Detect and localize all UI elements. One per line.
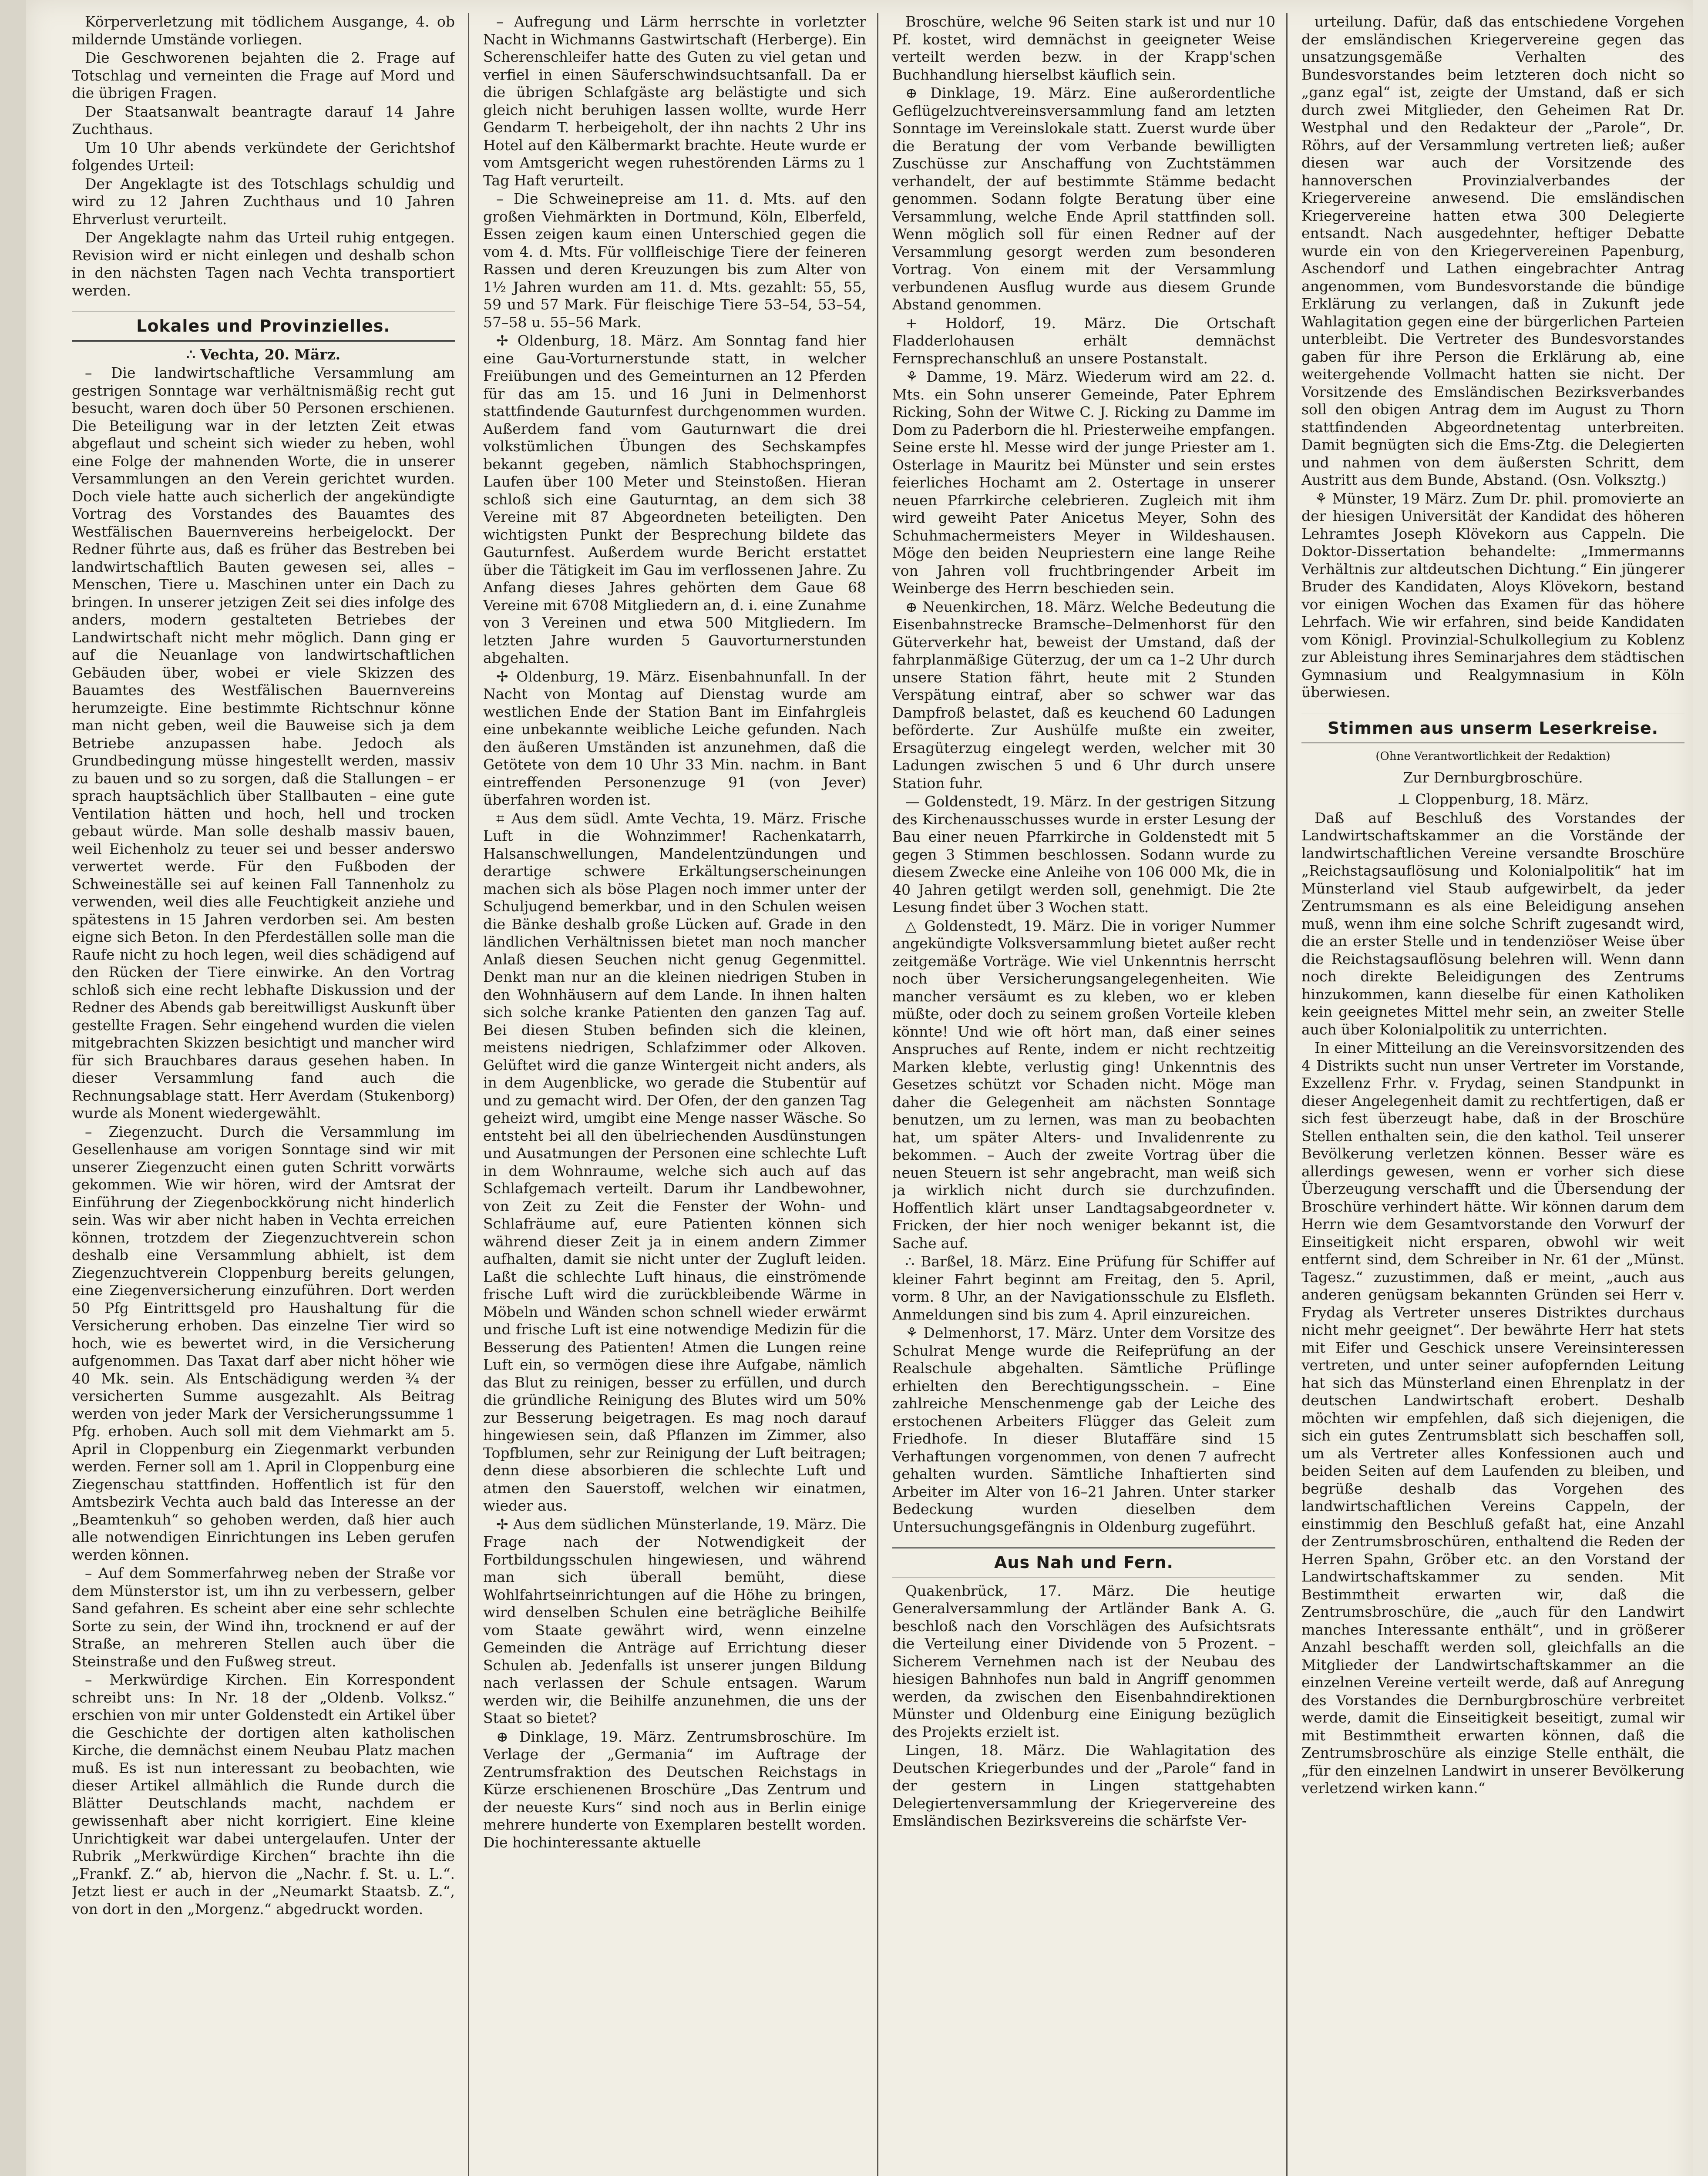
- paragraph: – Die Schweinepreise am 11. d. Mts. auf den großen Viehmärkten in Dortmund, Köln, Elberfeld, Essen zeigen kaum einen Unterschied gegen die vom 4. d. Mts. Für vollfleischige Tiere der feineren Rassen und deren Kreuzungen bis zum Alter von 1½ Jahren wurden am 11. d. Mts. gezahlt: 55, 55, 59 und 57 Mark. Für fleischige Tiere 53–54, 53–54, 57–58 u. 55–56 Mark.: [483, 190, 866, 331]
- column-rule: [1286, 13, 1288, 2176]
- section-subheading: Zur Dernburgbroschüre.: [1403, 769, 1583, 786]
- column-4: [1301, 13, 1684, 2176]
- paragraph: ⊕ Neuenkirchen, 18. März. Welche Bedeutung die Eisenbahnstrecke Bramsche–Delmenhorst für den Güterverkehr hat, beweist der Umstand, daß der fahrplanmäßige Güterzug, der um ca 1–2 Uhr durch unsere Station fährt, heute mit 2 Stunden Verspätung eintraf, aber so schwer war das Dampfroß belastet, daß es keuchend 60 Ladungen beförderte. Zur Aushülfe mußte ein zweiter, Ersagüterzug eingelegt werden, welcher mit 30 Ladungen zwischen 5 und 6 Uhr durch unsere Station fuhr.: [892, 598, 1275, 792]
- paragraph: Quakenbrück, 17. März. Die heutige Generalversammlung der Artländer Bank A. G. beschloß nach den Vorschlägen des Aufsichtsrats die Verteilung einer Dividende von 5 Prozent. – Sicherem Vernehmen nach ist der Neubau des hiesigen Bahnhofes nun bald in Angriff genommen werden, da zwischen den Eisenbahndirektionen Münster und Oldenburg eine Einigung bezüglich des Projekts erzielt ist.: [892, 1582, 1275, 1740]
- column-3: [892, 13, 1275, 2176]
- paragraph: urteilung. Dafür, daß das entschiedene Vorgehen der emsländischen Kriegervereine gegen das unsatzungsgemäße Verhalten des Bundesvorstandes beim letzteren doch nicht so „ganz egal“ ist, zeigte der Umstand, daß er sich durch zwei Mitglieder, den Geheimen Rat Dr. Westphal und den Redakteur der „Parole“, Dr. Röhrs, auf der Versammlung vertreten ließ; außer diesen war auch der Vorsitzende des hannoverschen Provinzialverbandes der Kriegervereine anwesend. Die emsländischen Kriegervereine hatten etwa 300 Delegierte entsandt. Nach ausgedehnter, heftiger Debatte wurde ein von den Kriegervereinen Papenburg, Aschendorf und Lathen eingebrachter Antrag angenommen, vom Bundesvorstande die bündige Erklärung zu verlangen, daß in Zukunft jede Wahlagitation gegen eine der bürgerlichen Parteien unterbleibt. Die Vertreter des Bundesvorstandes gaben für ihre Person die Erklärung ab, eine weitergehende Vollmacht hatten sie nicht. Der Vorsitzende des Emsländischen Bezirksverbandes soll den obigen Antrag dem im August zu Thorn stattfindenden Abgeordnetentag unterbreiten. Damit begnügten sich die Ems-Ztg. die Delegierten und nahmen von dem äußersten Schritt, dem Austritt aus dem Bunde, Abstand. (Osn. Volksztg.): [1301, 13, 1684, 488]
- section-heading: Lokales und Provinzielles.: [72, 311, 455, 342]
- column-2: [483, 13, 866, 2176]
- paragraph: Die Geschworenen bejahten die 2. Frage auf Totschlag und verneinten die Frage auf Mord und die übrigen Fragen.: [72, 49, 455, 101]
- paragraph: – Merkwürdige Kirchen. Ein Korrespondent schreibt uns: In Nr. 18 der „Oldenb. Volksz.“ erschien von mir unter Goldenstedt ein Artikel über die Geschichte der dortigen alten katholischen Kirche, die demnächst einem Neubau Platz machen muß. Es ist nun interessant zu beobachten, wie dieser Artikel allmählich die Runde durch die Blätter Deutschlands macht, nachdem er gewissenhaft aber nicht korrigiert. Eine kleine Unrichtigkeit war dabei untergelaufen. Unter der Rubrik „Merkwürdige Kirchen“ brachte ihn die „Frankf. Z.“ ab, hiervon die „Nachr. f. St. u. L.“. Jetzt liest er auch in der „Neumarkt Staatsb. Z.“, von dort in den „Morgenz.“ abgedruckt worden.: [72, 1671, 455, 1917]
- dateline: ∴ Vechta, 20. März.: [186, 346, 341, 363]
- paragraph: Daß auf Beschluß des Vorstandes der Landwirtschaftskammer an die Vorstände der landwirtschaftlichen Vereine versandte Broschüre „Reichstagsauflösung und Kolonialpolitik“ hat im Münsterland viel Staub aufgewirbelt, da jeder Zentrumsmann es als eine Beleidigung ansehen muß, wenn ihm eine solche Schrift zugesandt wird, die an erster Stelle und in tendenziöser Weise über die Reichstagsauflösung belehren will. Wenn dann noch direkte Beleidigungen des Zentrums hinzukommen, kann dieselbe für einen Katholiken kein geeignetes Mittel mehr sein, an zweiter Stelle auch über Kolonialpolitik zu unterrichten.: [1301, 809, 1684, 1038]
- paragraph: In einer Mitteilung an die Vereinsvorsitzenden des 4 Distrikts sucht nun unser Vertreter im Vorstande, Exzellenz Frhr. v. Frydag, seinen Standpunkt in dieser Angelegenheit damit zu rechtfertigen, daß er sich fest überzeugt habe, daß in der Broschüre Stellen enthalten sein, die den kathol. Teil unserer Bevölkerung verletzen können. Besser wäre es allerdings gewesen, wenn er vorher sich diese Überzeugung verschafft und die Übersendung der Broschüre verhindert hätte. Wir können darum dem Herrn wie dem Gesamtvorstande den Vorwurf der Einseitigkeit nicht ersparen, obwohl wir weit entfernt sind, dem Schreiber in Nr. 61 der „Münst. Tagesz.“ zuzustimmen, daß er meint, „auch aus anderen genügsam bekannten Gründen sei Herr v. Frydag als Vertreter unseres Distriktes durchaus nicht mehr geeignet“. Der bewährte Herr hat stets mit Eifer und Geschick unsere Vereinsinteressen vertreten, und unter seiner aufopfernden Leitung hat sich das Münsterland einen Ehrenplatz in der deutschen Landwirtschaft erobert. Deshalb möchten wir empfehlen, daß sich diejenigen, die sich ein gutes Zentrumsblatt sich beschaffen soll, um als Vertreter alles Konfessionen auch und beiden Seiten auf dem Laufenden zu bleiben, und begrüße deshalb das Vorgehen des landwirtschaftlichen Vereins Cappeln, der einstimmig den Beschluß gefaßt hat, eine Anzahl der Zentrumsbroschüren, enthaltend die Reden der Herren Spahn, Gröber etc. an den Vorstand der Landwirtschaftskammer zu senden. Mit Bestimmtheit erwarten wir, daß die Zentrumsbroschüre, die „auch für den Landwirt manches Interessante enthält“, und in größerer Anzahl beschafft werden soll, gleichfalls an die Mitglieder der Landwirtschaftskammer an die einzelnen Vereine verteilt werde, daß auf Anregung des Vorstandes die Dernburgbroschüre verbreitet werde, damit die Einseitigkeit beseitigt, zumal wir mit Bestimmtheit erwarten können, daß die Zentrumsbroschüre als einzige Stelle enthält, die „für den einzelnen Landwirt in unserer Bevölkerung verletzend wirken kann.“: [1301, 1039, 1684, 1797]
- paragraph: Broschüre, welche 96 Seiten stark ist und nur 10 Pf. kostet, wird demnächst in geeigneter Weise verteilt werden bezw. in der Krapp'schen Buchhandlung hierselbst käuflich sein.: [892, 13, 1275, 83]
- section-note: (Ohne Verantwortlichkeit der Redaktion): [1375, 750, 1610, 763]
- paragraph: ✢ Oldenburg, 18. März. Am Sonntag fand hier eine Gau-Vorturnerstunde statt, in welcher Freiübungen und des Gemeinturnen an 12 Pferden für das am 15. und 16 Juni in Delmenhorst stattfindende Gauturnfest durchgenommen wurden. Außerdem fand vom Gauturnwart die drei volkstümlichen Übungen des Sechskampfes bekannt gegeben, nämlich Stabhochspringen, Laufen über 100 Meter und Steinstoßen. Hieran schloß sich eine Gauturntag, an dem sich 38 Vereine mit 87 Abgeordneten beteiligten. Den wichtigsten Punkt der Besprechung bildete das Gauturnfest. Außerdem wurde Bericht erstattet über die Tätigkeit im Gau im verflossenen Jahre. Zu Anfang dieses Jahres gehörten dem Gaue 68 Vereine mit 6708 Mitgliedern an, d. i. eine Zunahme von 3 Vereinen und etwa 500 Mitgliedern. Im letzten Jahre wurden 5 Gauvorturnerstunden abgehalten.: [483, 332, 866, 666]
- paragraph: ⊕ Dinklage, 19. März. Eine außerordentliche Geflügelzuchtvereinsversammlung fand am letzten Sonntage im Vereinslokale statt. Zuerst wurde über die Beratung der vom Verbande bewilligten Zuschüsse zur Anschaffung von Zuchtstämmen verhandelt, der auf bestimmte Stämme bedacht genommen. Sodann folgte Beratung über eine Versammlung, welche Ende April stattfinden soll. Wenn möglich soll für einen Redner auf der Versammlung gesorgt werden zum besonderen Vortrag. Von einem mit der Versammlung verbundenen Ausflug wurde aus diesem Grunde Abstand genommen.: [892, 84, 1275, 313]
- paragraph: ∴ Barßel, 18. März. Eine Prüfung für Schiffer auf kleiner Fahrt beginnt am Freitag, den 5. April, vorm. 8 Uhr, an der Navigationsschule zu Elsfleth. Anmeldungen sind bis zum 4. April einzureichen.: [892, 1253, 1275, 1323]
- paragraph: ⚘ Damme, 19. März. Wiederum wird am 22. d. Mts. ein Sohn unserer Gemeinde, Pater Ephrem Ricking, Sohn der Witwe C. J. Ricking zu Damme im Dom zu Paderborn die hl. Priesterweihe empfangen. Seine erste hl. Messe wird der junge Priester am 1. Osterlage in Mauritz bei Münster und sein erstes feierliches Hochamt am 2. Ostertage in unserer neuen Pfarrkirche celebrieren. Zugleich mit ihm wird geweiht Pater Anicetus Meyer, Sohn des Schuhmachermeisters Meyer in Wildeshausen. Möge den beiden Neupriestern eine lange Reihe von Jahren voll fruchtbringender Arbeit im Weinberge des Herrn beschieden sein.: [892, 368, 1275, 597]
- page-edge: [0, 0, 26, 2176]
- paragraph: Körperverletzung mit tödlichem Ausgange, 4. ob mildernde Umstände vorliegen.: [72, 13, 455, 48]
- paragraph: Der Angeklagte nahm das Urteil ruhig entgegen. Revision wird er nicht einlegen und deshalb schon in den nächsten Tagen nach Vechta transportiert werden.: [72, 229, 455, 299]
- dateline: ⊥ Cloppenburg, 18. März.: [1397, 791, 1589, 808]
- section-heading: Aus Nah und Fern.: [892, 1547, 1275, 1578]
- paragraph: Lingen, 18. März. Die Wahlagitation des Deutschen Kriegerbundes und der „Parole“ fand in der gestern in Lingen stattgehabten Delegiertenversammlung der Kriegervereine des Emsländischen Bezirksvereins die schärfste Ver-: [892, 1742, 1275, 1829]
- paragraph: ⚘ Delmenhorst, 17. März. Unter dem Vorsitze des Schulrat Menge wurde die Reifeprüfung an der Realschule abgehalten. Sämtliche Prüflinge erhielten den Berechtigungsschein. – Eine zahlreiche Menschenmenge gab der Leiche des erstochenen Arbeiters Flügger das Geleit zum Friedhofe. In dieser Blutaffäre sind 15 Verhaftungen vorgenommen, von denen 7 aufrecht gehalten wurden. Sämtliche Inhaftierten sind Arbeiter im Alter von 16–21 Jahren. Unter starker Bedeckung wurden dieselben dem Untersuchungsgefängnis in Oldenburg zugeführt.: [892, 1324, 1275, 1535]
- paragraph: ⚘ Münster, 19 März. Zum Dr. phil. promovierte an der hiesigen Universität der Kandidat des höheren Lehramtes Joseph Klövekorn aus Cappeln. Die Doktor-Dissertation behandelte: „Immermanns Verhältnis zur altdeutschen Dichtung.“ Ein jüngerer Bruder des Kandidaten, Aloys Klövekorn, bestand vor einigen Wochen das Examen für das höhere Lehrfach. Wie wir erfahren, sind beide Kandidaten vom Königl. Provinzial-Schulkollegium zu Koblenz zur Ableistung ihres Seminarjahres dem städtischen Gymnasium und Realgymnasium in Köln überwiesen.: [1301, 490, 1684, 701]
- column-1: [72, 13, 455, 2176]
- paragraph: △ Goldenstedt, 19. März. Die in voriger Nummer angekündigte Volksversammlung bietet außer recht zeitgemäße Vorträge. Wie viel Unkenntnis herrscht noch über Versicherungsangelegenheiten. Wie mancher versäumt es zu kleben, wo er kleben müßte, oder doch zu seinem großen Vorteile kleben könnte! Und wie oft hört man, daß einer seines Anspruches auf Rente, indem er nicht rechtzeitig Marken klebte, verlustig ging! Unkenntnis des Gesetzes schützt vor Schaden nicht. Möge man daher die Gelegenheit am nächsten Sonntage benutzen, um zu lernen, was man zu beobachten hat, um später Alters- und Invalidenrente zu bekommen. – Auch der zweite Vortrag über die neuen Steuern ist sehr angebracht, man weiß sich ja wirklich nicht durch sie durchzufinden. Hoffentlich klärt unser Landtagsabgeordneter v. Fricken, der hier noch weniger bekannt ist, die Sache auf.: [892, 917, 1275, 1252]
- paragraph: ⊕ Dinklage, 19. März. Zentrumsbroschüre. Im Verlage der „Germania“ im Auftrage der Zentrumsfraktion des Deutschen Reichstags in Kürze erschienenen Broschüre „Das Zentrum und der neueste Kurs“ sind noch aus in Berlin einige mehrere hunderte von Exemplaren bestellt worden. Die hochinteressante aktuelle: [483, 1728, 866, 1851]
- paragraph: ✢ Oldenburg, 19. März. Eisenbahnunfall. In der Nacht von Montag auf Dienstag wurde am westlichen Ende der Station Bant im Einfahrgleis eine unbekannte weibliche Leiche gefunden. Nach den äußeren Umständen ist anzunehmen, daß die Getötete von dem 10 Uhr 33 Min. nachm. in Bant eintreffenden Personenzuge 91 (von Jever) überfahren worden ist.: [483, 668, 866, 808]
- paragraph: Der Staatsanwalt beantragte darauf 14 Jahre Zuchthaus.: [72, 103, 455, 138]
- paragraph: + Holdorf, 19. März. Die Ortschaft Fladderlohausen erhält demnächst Fernsprechanschluß an unsere Postanstalt.: [892, 314, 1275, 367]
- paragraph: – Auf dem Sommerfahrweg neben der Straße vor dem Münsterstor ist, um ihn zu verbessern, gelber Sand gefahren. Es scheint aber eine sehr schlechte Sorte zu sein, der Wind ihn, trocknend er auf der Straße, an mehreren Stellen auch über die Steinstraße und den Fußweg streut.: [72, 1565, 455, 1670]
- section-heading: Stimmen aus unserm Leserkreise.: [1301, 713, 1684, 744]
- paragraph: ✢ Aus dem südlichen Münsterlande, 19. März. Die Frage nach der Notwendigkeit der Fortbildungsschulen hingewiesen, und während man sich überall bemüht, diese Wohlfahrtseinrichtungen auf die Höhe zu bringen, wird denselben Schulen eine beträgliche Beihilfe vom Staate gewährt wird, wenn einzelne Gemeinden die Anträge auf Errichtung dieser Schulen ab. Jedenfalls ist unserer jungen Bildung nach verlassen der Schule entsagen. Warum werden wir, die Beihilfe anzunehmen, die uns der Staat so bietet?: [483, 1515, 866, 1726]
- paragraph: – Ziegenzucht. Durch die Versammlung im Gesellenhause am vorigen Sonntage sind wir mit unserer Ziegenzucht einen guten Schritt vorwärts gekommen. Wie wir hören, wird der Amtsrat der Einführung der Ziegenbockkörung nicht hinderlich sein. Was wir aber nicht haben in Vechta erreichen können, trotzdem der Ziegenzuchtverein schon deshalb eine Versammlung abhielt, ist dem Ziegenzuchtverein Cloppenburg bereits gelungen, eine Ziegenversicherung einzuführen. Dort werden 50 Pfg Eintrittsgeld pro Haushaltung für die Versicherung erhoben. Das einzelne Tier wird so hoch, wie es bewertet wird, in die Versicherung aufgenommen. Das Taxat darf aber nicht höher wie 40 Mk. sein. Als Entschädigung werden ¾ der versicherten Summe ausgezahlt. Als Beitrag werden von jeder Mark der Versicherungssumme 1 Pfg. erhoben. Auch soll mit dem Viehmarkt am 5. April in Cloppenburg ein Ziegenmarkt verbunden werden. Ferner soll am 1. April in Cloppenburg eine Ziegenschau stattfinden. Hoffentlich ist für den Amtsbezirk Vechta auch bald das Interesse an der „Beamtenkuh“ so gehoben werden, daß hier auch alle notwendigen Einrichtungen ins Leben gerufen werden können.: [72, 1123, 455, 1563]
- column-rule: [468, 13, 469, 2176]
- paragraph: ⌗ Aus dem südl. Amte Vechta, 19. März. Frische Luft in die Wohnzimmer! Rachenkatarrh, Halsanschwellungen, Mandelentzündungen und derartige schwere Erkältungserscheinungen machen sich als böse Plagen noch immer unter der Schuljugend bemerkbar, und in den Schulen weisen die Bänke deshalb große Lücken auf. Grade in den ländlichen Verhältnissen bietet man noch mancher Anlaß diesen Seuchen nicht genug Gegenmittel. Denkt man nur an die kleinen niedrigen Stuben in den Wohnhäusern auf dem Lande. In ihnen halten sich solche kranke Patienten den ganzen Tag auf. Bei diesen Stuben befinden sich die kleinen, meistens niedrigen, Schlafzimmer oder Alkoven. Gelüftet wird die ganze Wintergeit nicht anders, als in dem Augenblicke, wo gerade die Stubentür auf und zu gemacht wird. Der Ofen, der den ganzen Tag geheizt wird, umgibt eine Menge nasser Wäsche. So entsteht bei all den übelriechenden Ausdünstungen und Ausatmungen der Personen eine schlechte Luft in dem Wohnraume, welche sich auch auf das Schlafgemach verteilt. Darum ihr Landbewohner, von Zeit zu Zeit die Fenster der Wohn- und Schlafräume auf, eure Patienten können sich während dieser Zeit ja in einem andern Zimmer aufhalten, damit sie nicht unter der Zugluft leiden. Laßt die schlechte Luft hinaus, die einströmende frische Luft wird die zurückbleibende Wärme in Möbeln und Wänden schon schnell wieder erwärmt und frische Luft ist eine notwendige Medizin für die Besserung des Patienten! Atmen die Lungen reine Luft ein, so vermögen diese ihre Aufgabe, nämlich das Blut zu reinigen, besser zu erfüllen, und durch die gründliche Reinigung des Blutes wird um 50% zur Besserung beigetragen. Es mag noch darauf hingewiesen sein, daß Pflanzen im Zimmer, also Topfblumen, sehr zur Reinigung der Luft beitragen; denn diese absorbieren die schlechte Luft und atmen den Sauerstoff, welchen wir einatmen, wieder aus.: [483, 809, 866, 1514]
- paragraph: — Goldenstedt, 19. März. In der gestrigen Sitzung des Kirchenausschusses wurde in erster Lesung der Bau einer neuen Pfarrkirche in Goldenstedt mit 5 gegen 3 Stimmen beschlossen. Sodann wurde zu diesem Zwecke eine Anleihe von 106 000 Mk, die in 40 Jahren getilgt werden soll, genehmigt. Die 2te Lesung findet über 3 Wochen statt.: [892, 793, 1275, 916]
- paragraph: – Die landwirtschaftliche Versammlung am gestrigen Sonntage war verhältnismäßig recht gut besucht, waren doch über 50 Personen erschienen. Die Beteiligung war in der letzten Zeit etwas abgeflaut und scheint sich wieder zu heben, wohl eine Folge der mahnenden Worte, die in unserer Versammlungen an den Verein gerichtet wurden. Doch viele hatte auch sicherlich der angekündigte Vortrag des Vorstandes des Bauamtes des Westfälischen Bauernvereins herbeigelockt. Der Redner führte aus, daß es früher das Bestreben bei landwirtschaftlich Bauten gewesen sei, alles – Menschen, Tiere u. Maschinen unter ein Dach zu bringen. In unserer jetzigen Zeit sei dies infolge des anders, modern gestalteten Betriebes der Landwirtschaft nicht mehr möglich. Dann ging er auf die Neuanlage von landwirtschaftlichen Gebäuden über, wobei er viele Skizzen des Bauamtes des Westfälischen Bauernvereins herumzeigte. Eine bestimmte Richtschnur könne man nicht geben, weil die Bauweise sich ja dem Betriebe anzupassen habe. Jedoch als Grundbedingung müsse hingestellt werden, massiv zu bauen und so zu sorgen, daß die Stallungen – er sprach hauptsächlich über Stallbauten – eine gute Ventilation hätten und hoch, hell und trocken gebaut würde. Man solle deshalb massiv bauen, weil Eichenholz zu teuer sei und besser anderswo verwertet werde. Für den Fußboden der Schweineställe sei auf keinen Fall Tannenholz zu verwenden, weil dies alle Feuchtigkeit anziehe und spätestens in 15 Jahren verdorben sei. Am besten eigne sich Beton. In den Pferdeställen solle man die Raufe nicht zu hoch legen, weil dies schädigend auf den Rücken der Tiere einwirke. An den Vortrag schloß sich eine recht lebhafte Diskussion und der Redner des Abends gab bereitwilligst Auskunft über gestellte Fragen. Sehr eingehend wurden die vielen mitgebrachten Skizzen besichtigt und mancher wird für sich Brauchbares daraus gesehen haben. In dieser Versammlung fand auch die Rechnungsablage statt. Herr Averdam (Stukenborg) wurde als Monent wiedergewählt.: [72, 364, 455, 1122]
- paragraph: Der Angeklagte ist des Totschlags schuldig und wird zu 12 Jahren Zuchthaus und 10 Jahren Ehrverlust verurteilt.: [72, 175, 455, 228]
- column-rule: [877, 13, 878, 2176]
- paragraph: – Aufregung und Lärm herrschte in vorletzter Nacht in Wichmanns Gastwirtschaft (Herberge). Ein Scherenschleifer hatte des Guten zu viel getan und verfiel in einen Säuferschwindsuchtsanfall. Da er die übrigen Schlafgäste arg belästigte und sich gleich nicht beruhigen lassen wollte, wurde Herr Gendarm T. herbeigeholt, der ihn nachts 2 Uhr ins Hotel auf den Kälbermarkt brachte. Heute wurde er vom Amtsgericht wegen ruhestörenden Lärms zu 1 Tag Haft verurteilt.: [483, 13, 866, 189]
- paragraph: Um 10 Uhr abends verkündete der Gerichtshof folgendes Urteil:: [72, 139, 455, 174]
